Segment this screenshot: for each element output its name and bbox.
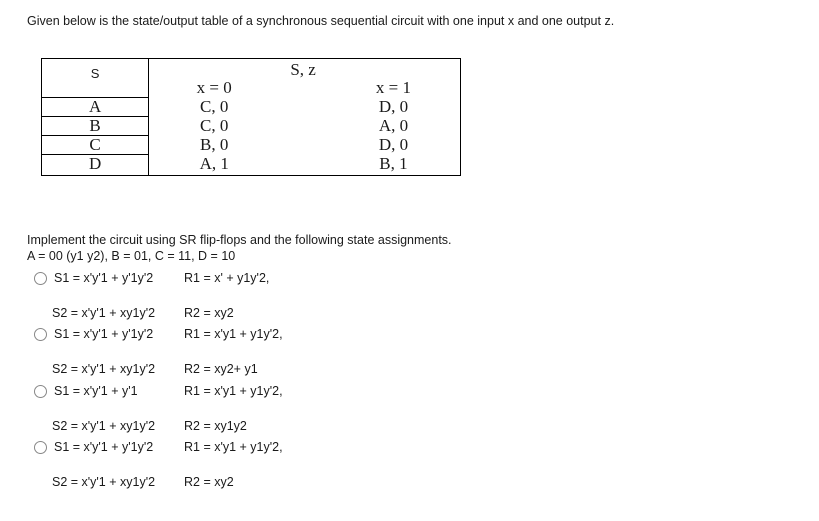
state-cell: D: [42, 154, 149, 175]
x0-cell: C, 0: [149, 116, 280, 135]
option-s1: S1 = x'y'1 + y'1y'2: [54, 440, 154, 454]
radio-button[interactable]: [34, 441, 47, 454]
option-r2: R2 = xy1y2: [184, 419, 247, 433]
option-r2: R2 = xy2: [184, 475, 234, 489]
state-cell: C: [42, 135, 149, 154]
option-s2: S2 = x'y'1 + xy1y'2: [52, 419, 156, 433]
x0-cell: B, 0: [149, 135, 280, 154]
x1-cell: D, 0: [327, 135, 461, 154]
option-s2: S2 = x'y'1 + xy1y'2: [52, 362, 156, 376]
option-s1: S1 = x'y'1 + y'1: [54, 384, 138, 398]
header-x0: x = 0: [149, 79, 280, 97]
option-s2: S2 = x'y'1 + xy1y'2: [52, 306, 156, 320]
option-r1: R1 = x'y1 + y1y'2,: [184, 440, 283, 454]
table-row: [42, 154, 461, 175]
x1-cell: D, 0: [327, 97, 461, 116]
header-state: S: [42, 59, 149, 98]
option-r2: R2 = xy2+ y1: [184, 362, 258, 376]
option-s2: S2 = x'y'1 + xy1y'2: [52, 475, 156, 489]
radio-button[interactable]: [34, 385, 47, 398]
state-table: [41, 58, 461, 176]
option-s1: S1 = x'y'1 + y'1y'2: [54, 271, 154, 285]
option-s1: S1 = x'y'1 + y'1y'2: [54, 327, 154, 341]
table-row: [42, 116, 461, 135]
x1-cell: A, 0: [327, 116, 461, 135]
radio-button[interactable]: [34, 272, 47, 285]
instructions-line-2: A = 00 (y1 y2), B = 01, C = 11, D = 10: [27, 249, 236, 263]
x1-cell: B, 1: [327, 154, 461, 175]
option-r1: R1 = x'y1 + y1y'2,: [184, 327, 283, 341]
option-r2: R2 = xy2: [184, 306, 234, 320]
table-row: [42, 97, 461, 116]
question-intro: Given below is the state/output table of a synchronous sequential circuit with one input x and one output z.: [27, 14, 615, 28]
option-r1: R1 = x'y1 + y1y'2,: [184, 384, 283, 398]
header-x1: x = 1: [327, 79, 461, 97]
x0-cell: A, 1: [149, 154, 280, 175]
x0-cell: C, 0: [149, 97, 280, 116]
state-cell: B: [42, 116, 149, 135]
header-next-state-output: S, z: [290, 60, 316, 79]
instructions-line-1: Implement the circuit using SR flip-flops and the following state assignments.: [27, 233, 452, 247]
table-row: [42, 135, 461, 154]
radio-button[interactable]: [34, 328, 47, 341]
state-cell: A: [42, 97, 149, 116]
option-r1: R1 = x' + y1y'2,: [184, 271, 270, 285]
instructions: [27, 232, 452, 264]
